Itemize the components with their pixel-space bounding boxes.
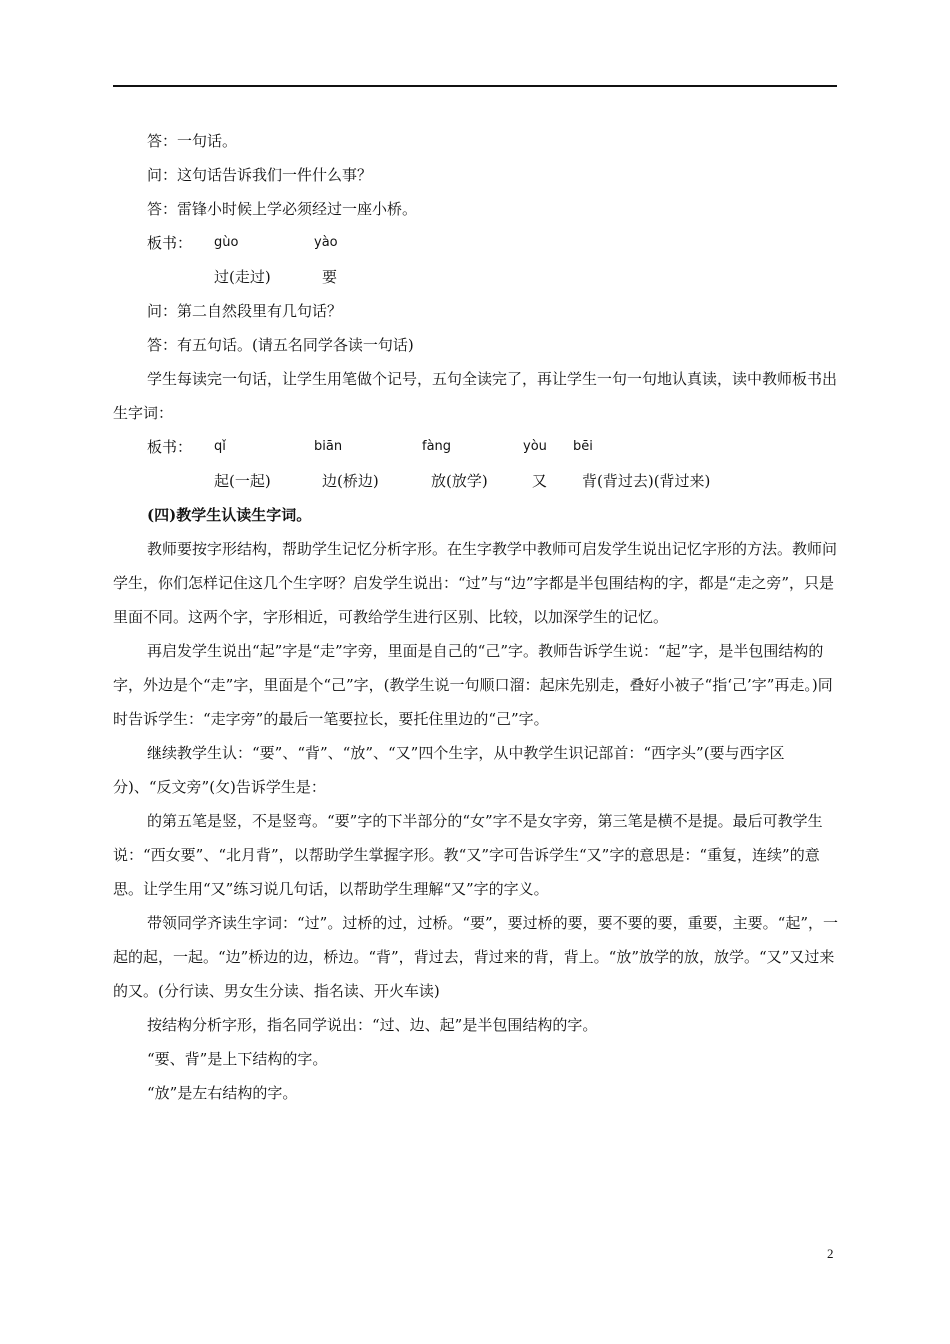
section-heading: (四)教学生认读生字词。 bbox=[147, 506, 312, 524]
word-yao: 要 bbox=[322, 268, 338, 286]
pinyin-bei: bēi bbox=[573, 439, 593, 454]
paragraph-mark-reading: 学生每读完一句话，让学生用笔做个记号，五句全读完了，再让学生一句一句地认真读，读中教师板书出生字词： bbox=[113, 370, 838, 422]
word-you: 又 bbox=[532, 472, 548, 490]
pinyin-yao: yào bbox=[314, 235, 338, 250]
paragraph-8: “放”是左右结构的字。 bbox=[147, 1084, 298, 1102]
paragraph-6: 按结构分析字形，指名同学说出：“过、边、起”是半包围结构的字。 bbox=[147, 1016, 598, 1034]
paragraph-5: 带领同学齐读生字词：“过”。过桥的过，过桥。“要”，要过桥的要，要不要的要，重要，主要。“起”，一起的起，一起。“边”桥边的边，桥边。“背”，背过去，背过来的背，背上。“放”放学的放，放学。“又”又过来的又。(分行读、男女生分读、指名读、开火车读) bbox=[113, 914, 839, 1000]
word-bei: 背(背过去)(背过来) bbox=[582, 472, 711, 490]
pinyin-guo: gùo bbox=[214, 235, 239, 250]
word-fang: 放(放学) bbox=[431, 472, 488, 490]
paragraph-3: 继续教学生认：“要”、“背”、“放”、“又”四个生字，从中教学生识记部首：“西字头”(要与西字区分)、“反文旁”(攵)告诉学生是： bbox=[113, 744, 785, 796]
question-line-1: 问：这句话告诉我们一件什么事？ bbox=[147, 166, 373, 184]
board-label-2: 板书： bbox=[147, 438, 193, 456]
pinyin-qi: qǐ bbox=[214, 439, 226, 454]
word-guo: 过(走过) bbox=[214, 268, 271, 286]
document-body bbox=[113, 124, 841, 1110]
word-bian: 边(桥边) bbox=[322, 472, 379, 490]
board-label: 板书： bbox=[147, 234, 193, 252]
paragraph-7: “要、背”是上下结构的字。 bbox=[147, 1050, 328, 1068]
page-number: 2 bbox=[827, 1246, 834, 1261]
board-word-row-1 bbox=[113, 260, 841, 294]
answer-line-2: 答：雷锋小时候上学必须经过一座小桥。 bbox=[147, 200, 418, 218]
paragraph-4: 的第五笔是竖，不是竖弯。“要”字的下半部分的“女”字不是女字旁，第三笔是横不是提。最后可教学生说：“西女要”、“北月背”，以帮助学生掌握字形。教“又”字可告诉学生“又”字的意思是：“重复，连续”的意思。让学生用“又”练习说几句话，以帮助学生理解“又”字的字义。 bbox=[113, 812, 823, 898]
answer-line-1: 答：一句话。 bbox=[147, 132, 238, 150]
question-line-2: 问：第二自然段里有几句话？ bbox=[147, 302, 343, 320]
paragraph-2: 再启发学生说出“起”字是“走”字旁，里面是自己的“己”字。教师告诉学生说：“起”字，是半包围结构的字，外边是个“走”字，里面是个“己”字，(教学生说一句顺口溜：起床先别走，叠好小被子“指‘己’字”再走。)同时告诉学生：“走字旁”的最后一笔要拉长，要托住里边的“己”字。 bbox=[113, 642, 833, 728]
pinyin-you: yòu bbox=[523, 439, 547, 454]
board-pinyin-row-2 bbox=[113, 430, 841, 464]
paragraph-1: 教师要按字形结构，帮助学生记忆分析字形。在生字教学中教师可启发学生说出记忆字形的方法。教师问学生，你们怎样记住这几个生字呀？启发学生说出：“过”与“边”字都是半包围结构的字，都是“走之旁”，只是里面不同。这两个字，字形相近，可教给学生进行区别、比较，以加深学生的记忆。 bbox=[113, 540, 838, 626]
pinyin-fang: fàng bbox=[422, 439, 452, 454]
answer-line-3: 答：有五句话。(请五名同学各读一句话) bbox=[147, 336, 414, 354]
header-rule bbox=[113, 85, 837, 87]
board-pinyin-row-1 bbox=[113, 226, 841, 260]
board-word-row-2 bbox=[113, 464, 841, 498]
word-qi: 起(一起) bbox=[214, 472, 271, 490]
pinyin-bian: biān bbox=[314, 439, 343, 454]
